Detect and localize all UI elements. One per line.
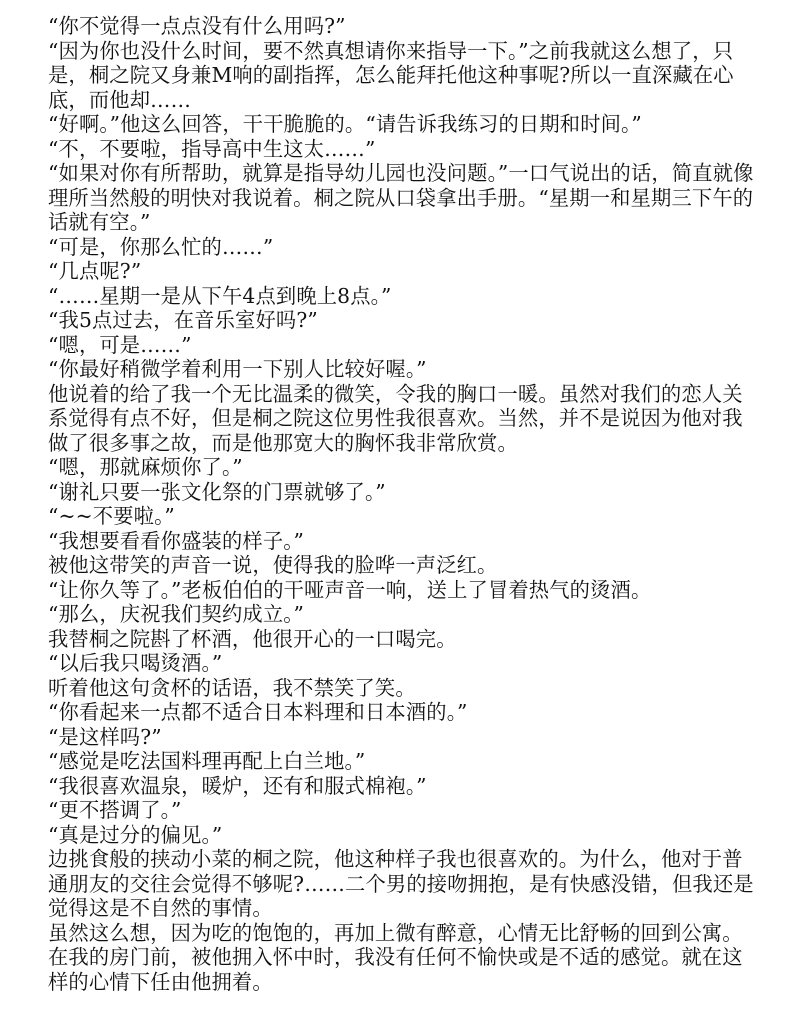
paragraph-18: “让你久等了。”老板伯伯的干哑声音一响，送上了冒着热气的烫酒。 (48, 577, 652, 602)
paragraph-22: 听着他这句贪杯的话语，我不禁笑了笑。 (48, 675, 416, 700)
paragraph-6: “可是，你那么忙的……” (48, 234, 274, 259)
paragraph-16: “我想要看看你盛装的样子。” (48, 528, 305, 553)
paragraph-9: “我5点过去，在音乐室好吗?” (48, 308, 318, 332)
paragraph-24: “是这样吗?” (48, 724, 162, 749)
paragraph-13: “嗯，那就麻烦你了。” (48, 455, 243, 479)
paragraph-12: 他说着的给了我一个无比温柔的微笑，令我的胸口一暖。虽然对我们的恋人关系觉得有点不好，但是桐之院这位男性我很喜欢。当然，并不是说因为他对我做了很多事之故，而是他那宽大的胸怀我非常欣赏。 (48, 381, 743, 455)
paragraph-21: “以后我只喝烫酒。” (48, 651, 223, 675)
paragraph-25: “感觉是吃法国料理再配上白兰地。” (48, 749, 366, 773)
paragraph-8: “……星期一是从下午4点到晚上8点。” (48, 283, 392, 308)
paragraph-5: “如果对你有所帮助，就算是指导幼儿园也没问题。”一口气说出的话，简直就像理所当然般的明快对我说着。桐之院从口袋拿出手册。“星期一和星期三下午的话就有空。” (48, 161, 754, 234)
paragraph-20: 我替桐之院斟了杯酒，他很开心的一口喝完。 (48, 626, 457, 651)
paragraph-10: “嗯，可是……” (48, 332, 192, 357)
paragraph-26: “我很喜欢温泉，暖炉，还有和服式棉袍。” (48, 773, 427, 798)
paragraph-23: “你看起来一点都不适合日本料理和日本酒的。” (48, 700, 468, 724)
paragraph-1: “你不觉得一点点没有什么用吗?” (48, 14, 346, 38)
paragraph-30: 虽然这么想，因为吃的饱饱的，再加上微有醉意，心情无比舒畅的回到公寓。在我的房门前，被他拥入怀中时，我没有任何不愉快或是不适的感觉。就在这样的心情下任由他拥着。 (48, 920, 743, 994)
paragraph-29: 边挑食般的挟动小菜的桐之院，他这种样子我也很喜欢的。为什么，他对于普通朋友的交往会觉得不够呢?……二个男的接吻拥抱，是有快感没错，但我还是觉得这是不自然的事情。 (48, 847, 754, 920)
paragraph-27: “更不搭调了。” (48, 798, 182, 822)
paragraph-17: 被他这带笑的声音一说，使得我的脸哗一声泛红。 (48, 553, 498, 577)
paragraph-4: “不，不要啦，指导高中生这太……” (48, 136, 376, 161)
paragraph-28: “真是过分的偏见。” (48, 822, 223, 847)
paragraph-2: “因为你也没什么时间，要不然真想请你来指导一下。”之前我就这么想了，只是，桐之院又身兼M响的副指挥，怎么能拜托他这种事呢?所以一直深藏在心底，而他却…… (48, 38, 734, 112)
paragraph-7: “几点呢?” (48, 259, 142, 283)
paragraph-15: “~~不要啦。” (48, 504, 175, 528)
paragraph-19: “那么，庆祝我们契约成立。” (48, 602, 305, 626)
paragraph-11: “你最好稍微学着利用一下别人比较好喔。” (48, 357, 427, 381)
paragraph-3: “好啊。”他这么回答，干干脆脆的。“请告诉我练习的日期和时间。” (48, 112, 642, 136)
paragraph-14: “谢礼只要一张文化祭的门票就够了。” (48, 479, 386, 504)
